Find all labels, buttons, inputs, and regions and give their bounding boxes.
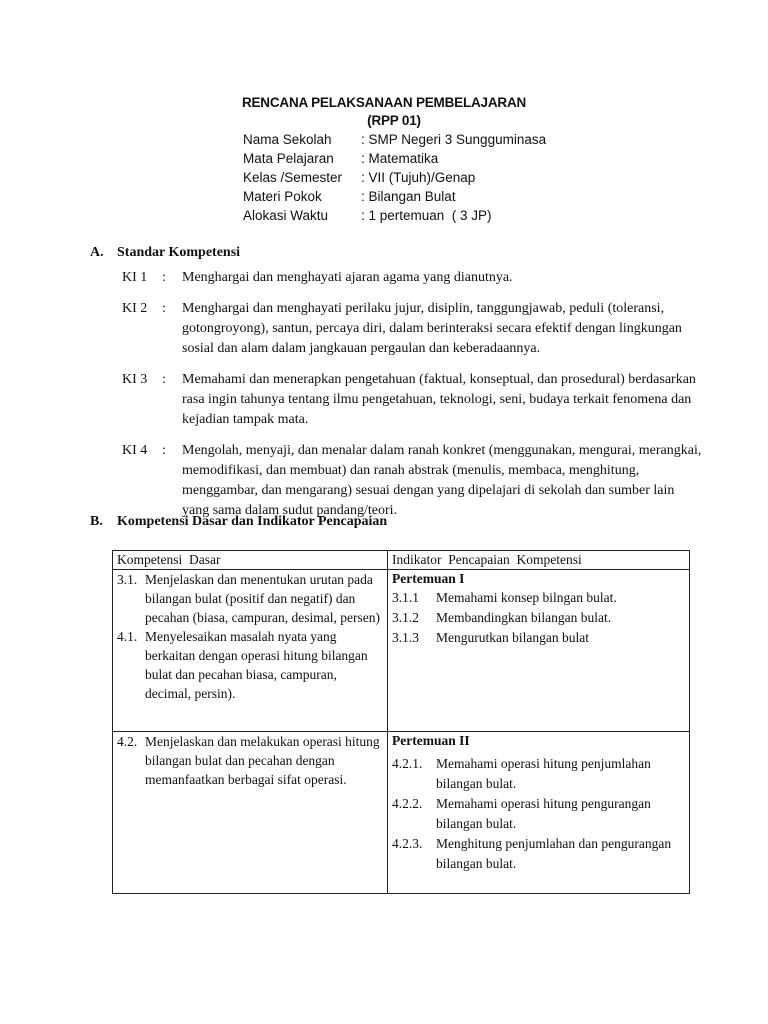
kd-item <box>117 570 383 627</box>
ki-colon: : <box>162 443 166 458</box>
kd-number: 4.1. <box>117 629 138 644</box>
column-header: Kompetensi Dasar <box>113 551 388 570</box>
ki-colon: : <box>162 372 166 387</box>
competency-table <box>112 550 690 894</box>
table-cell <box>388 732 690 894</box>
section-b-heading <box>90 514 387 530</box>
ki-code: KI 1 <box>122 270 148 285</box>
meeting-heading: Pertemuan I <box>392 571 465 586</box>
indicator-text: Mengurutkan bilangan bulat <box>436 630 589 645</box>
info-row <box>243 130 546 149</box>
list-item <box>122 268 722 288</box>
indicator-item <box>392 608 685 628</box>
table-row <box>113 570 690 732</box>
indicator-item <box>392 754 685 794</box>
ki-text: Mengolah, menyaji, dan menalar dalam ranah konkret (menggunakan, mengurai, merangkai, memodifikasi, dan membuat) dan ranah abstrak (menulis, membaca, menghitung, menggambar, dan mengarang) sesuai dengan yang dipelajari di sekolah dan sumber lain yang sama dalam sudut pandang/teori. <box>182 443 702 518</box>
info-value: : Bilangan Bulat <box>361 189 456 204</box>
info-label: Nama Sekolah <box>243 132 332 147</box>
indicator-text: Membandingkan bilangan bulat. <box>436 610 612 625</box>
indicator-number: 4.2.1. <box>392 756 423 771</box>
info-value: : 1 pertemuan ( 3 JP) <box>361 208 492 223</box>
indicator-number: 3.1.3 <box>392 630 419 645</box>
meeting-heading: Pertemuan II <box>392 733 470 748</box>
info-label: Alokasi Waktu <box>243 208 329 223</box>
column-header: Indikator Pencapaian Kompetensi <box>388 551 690 570</box>
indicator-number: 4.2.2. <box>392 796 423 811</box>
indicator-number: 3.1.2 <box>392 610 419 625</box>
list-item <box>122 299 722 359</box>
indicator-item <box>392 834 685 874</box>
info-row <box>243 187 546 206</box>
table-row <box>113 732 690 894</box>
ki-code: KI 4 <box>122 443 148 458</box>
ki-code: KI 3 <box>122 372 148 387</box>
indicator-text: Menghitung penjumlahan dan pengurangan bilangan bulat. <box>436 836 672 871</box>
kd-text: Menyelesaikan masalah nyata yang berkaitan dengan operasi hitung bilangan bulat dan pecahan biasa, campuran, decimal, persin). <box>145 629 368 701</box>
ki-colon: : <box>162 301 166 316</box>
section-title: Kompetensi Dasar dan Indikator Pencapaian <box>117 514 388 529</box>
info-row <box>243 206 546 225</box>
kd-item <box>117 627 383 703</box>
document-subtitle: (RPP 01) <box>367 113 421 128</box>
info-value: : Matematika <box>361 151 439 166</box>
info-label: Mata Pelajaran <box>243 151 334 166</box>
core-competency-list <box>122 268 722 532</box>
kd-number: 4.2. <box>117 734 138 749</box>
indicator-item <box>392 794 685 834</box>
section-letter: B. <box>90 514 103 529</box>
section-title: Standar Kompetensi <box>117 245 241 260</box>
info-row <box>243 168 546 187</box>
identity-block <box>243 130 546 225</box>
indicator-number: 3.1.1 <box>392 590 419 605</box>
indicator-text: Memahami konsep bilngan bulat. <box>436 590 617 605</box>
indicator-text: Memahami operasi hitung pengurangan bilangan bulat. <box>436 796 651 831</box>
indicator-number: 4.2.3. <box>392 836 423 851</box>
info-value: : VII (Tujuh)/Genap <box>361 170 476 185</box>
info-label: Kelas /Semester <box>243 170 343 185</box>
table-cell <box>388 570 690 732</box>
document-title: RENCANA PELAKSANAAN PEMBELAJARAN <box>241 95 527 110</box>
list-item <box>122 370 722 430</box>
ki-colon: : <box>162 270 166 285</box>
indicator-text: Memahami operasi hitung penjumlahan bilangan bulat. <box>436 756 651 791</box>
ki-text: Menghargai dan menghayati perilaku jujur, disiplin, tanggungjawab, peduli (toleransi, gotongroyong), santun, percaya diri, dalam berinteraksi secara efektif dengan lingkungan sosial dan alam dalam jangkauan pergaulan dan keberadaannya. <box>182 301 682 356</box>
table-header-row <box>113 551 690 570</box>
table-cell <box>113 732 388 894</box>
indicator-item <box>392 588 685 608</box>
list-item <box>122 441 722 521</box>
indicator-item <box>392 628 685 648</box>
info-value: : SMP Negeri 3 Sungguminasa <box>361 132 547 147</box>
ki-text: Memahami dan menerapkan pengetahuan (faktual, konseptual, dan prosedural) berdasarkan rasa ingin tahunya tentang ilmu pengetahuan, teknologi, seni, budaya terkait fenomena dan kejadian tampak mata. <box>182 372 696 427</box>
section-a-heading <box>90 245 240 261</box>
table-cell <box>113 570 388 732</box>
kd-item <box>117 732 383 789</box>
info-row <box>243 149 546 168</box>
ki-code: KI 2 <box>122 301 148 316</box>
info-label: Materi Pokok <box>243 189 322 204</box>
section-letter: A. <box>90 245 104 260</box>
kd-number: 3.1. <box>117 572 138 587</box>
kd-text: Menjelaskan dan melakukan operasi hitung bilangan bulat dan pecahan dengan memanfaatkan berbagai sifat operasi. <box>145 734 380 787</box>
kd-text: Menjelaskan dan menentukan urutan pada bilangan bulat (positif dan negatif) dan pecahan (biasa, campuran, desimal, persen) <box>145 572 381 625</box>
ki-text: Menghargai dan menghayati ajaran agama yang dianutnya. <box>182 270 513 285</box>
